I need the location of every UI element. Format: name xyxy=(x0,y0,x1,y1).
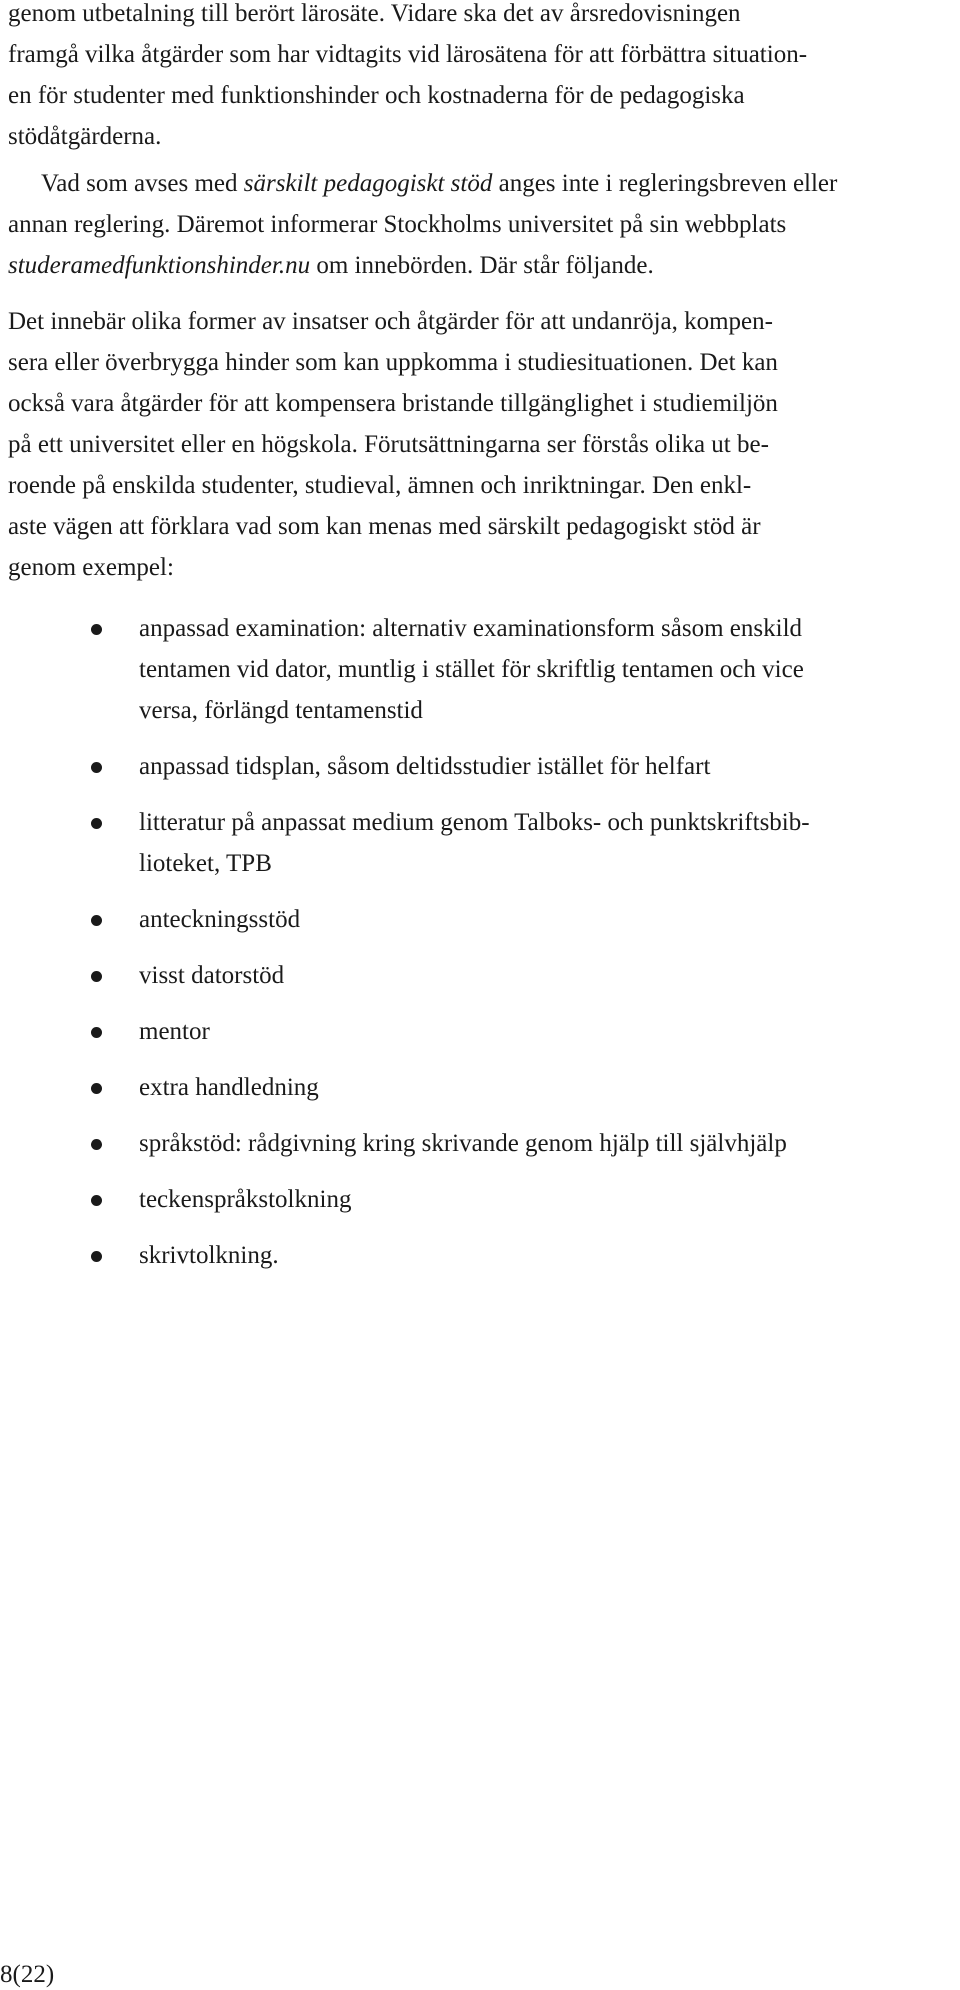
text-line: aste vägen att förklara vad som kan menas med särskilt pedagogiskt stöd är xyxy=(8,513,761,540)
bullet-icon xyxy=(91,1195,102,1206)
text-line: också vara åtgärder för att kompensera bristande tillgänglighet i studiemiljön xyxy=(8,390,778,417)
text-line xyxy=(41,163,956,204)
text-line: sera eller överbrygga hinder som kan uppkomma i studiesituationen. Det kan xyxy=(8,349,778,376)
text-line: Det innebär olika former av insatser och åtgärder för att undanröja, kompen- xyxy=(8,308,773,335)
text-line: genom utbetalning till berört lärosäte. Vidare ska det av årsredovisningen xyxy=(8,0,741,27)
text-line xyxy=(8,245,956,286)
emphasis-term: särskilt pedagogiskt stöd xyxy=(243,170,493,197)
bullet-icon xyxy=(91,915,102,926)
bullet-icon xyxy=(91,1083,102,1094)
list-item xyxy=(8,1067,956,1108)
text-span: om innebörden. Där står följande. xyxy=(310,252,654,279)
text-line: på ett universitet eller en högskola. Förutsättningarna ser förstås olika ut be- xyxy=(8,431,769,458)
list-item xyxy=(8,746,956,787)
quote-paragraph xyxy=(8,301,956,588)
list-item xyxy=(8,1179,956,1220)
list-item xyxy=(8,1011,956,1052)
text-line: lioteket, TPB xyxy=(139,850,272,877)
text-line: stödåtgärderna. xyxy=(8,123,162,150)
text-line: annan reglering. Däremot informerar Stockholms universitet på sin webbplats xyxy=(8,211,787,238)
bullet-icon xyxy=(91,762,102,773)
text-line: anpassad tidsplan, såsom deltidsstudier istället för helfart xyxy=(139,753,711,780)
text-line: teckenspråkstolkning xyxy=(139,1186,352,1213)
list-item xyxy=(8,1235,956,1276)
document-page xyxy=(8,0,956,1291)
text-line: tentamen vid dator, muntlig i stället för skriftlig tentamen och vice xyxy=(139,656,804,683)
list-item xyxy=(8,1123,956,1164)
text-span: Vad som avses med xyxy=(41,170,244,197)
text-line: framgå vilka åtgärder som har vidtagits vid lärosätena för att förbättra situation- xyxy=(8,41,808,68)
text-line: genom exempel: xyxy=(8,554,174,581)
text-line: anteckningsstöd xyxy=(139,906,301,933)
bullet-icon xyxy=(91,1027,102,1038)
text-line: versa, förlängd tentamenstid xyxy=(139,697,423,724)
text-line: mentor xyxy=(139,1018,210,1045)
bullet-icon xyxy=(91,624,102,635)
list-item xyxy=(8,802,956,884)
page-number: 8(22) xyxy=(0,1961,55,1988)
list-item xyxy=(8,899,956,940)
text-line: visst datorstöd xyxy=(139,962,285,989)
bullet-icon xyxy=(91,1139,102,1150)
website-name: studeramedfunktionshinder.nu xyxy=(8,252,311,279)
text-line: roende på enskilda studenter, studieval, ämnen och inriktningar. Den enkl- xyxy=(8,472,752,499)
text-line: anpassad examination: alternativ examinationsform såsom enskild xyxy=(139,615,803,642)
bullet-icon xyxy=(91,818,102,829)
intro-paragraph xyxy=(8,0,956,157)
text-line: extra handledning xyxy=(139,1074,319,1101)
text-span: anges inte i regleringsbreven eller xyxy=(492,170,838,197)
examples-list xyxy=(8,608,956,1276)
text-line: språkstöd: rådgivning kring skrivande genom hjälp till självhjälp xyxy=(139,1130,787,1157)
text-line: litteratur på anpassat medium genom Talboks- och punktskriftsbib- xyxy=(139,809,810,836)
definition-paragraph xyxy=(8,163,956,286)
list-item xyxy=(8,608,956,731)
bullet-icon xyxy=(91,971,102,982)
text-line: skrivtolkning. xyxy=(139,1242,279,1269)
list-item xyxy=(8,955,956,996)
bullet-icon xyxy=(91,1251,102,1262)
text-line: en för studenter med funktionshinder och kostnaderna för de pedagogiska xyxy=(8,82,745,109)
